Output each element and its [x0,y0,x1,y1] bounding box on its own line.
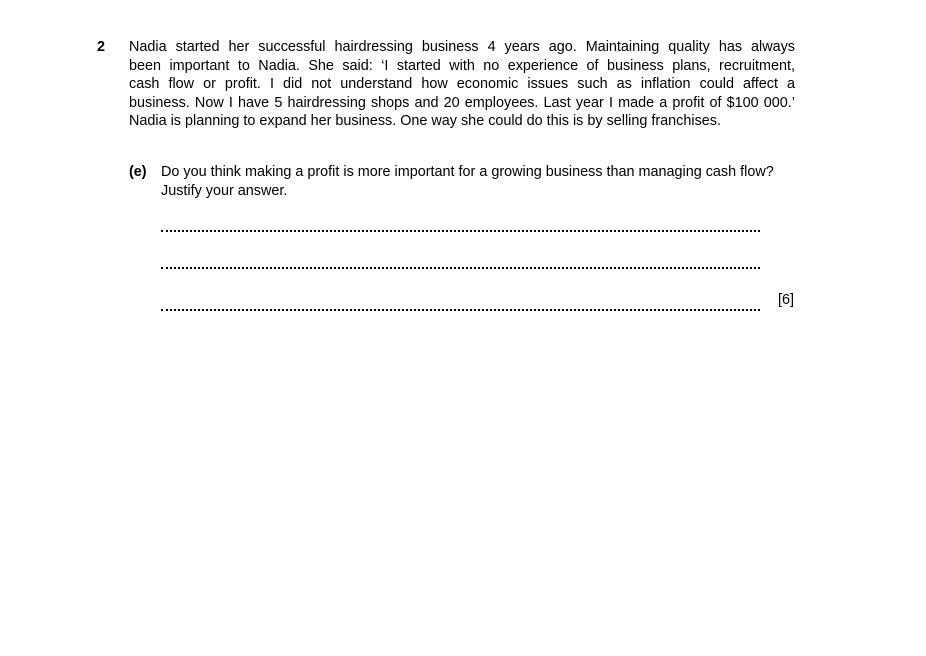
part-label: (e) [129,164,147,180]
answer-line[interactable] [161,309,760,311]
stem-line: Nadia is planning to expand her business. One way she could do this is by selling franchises. [129,113,721,129]
marks-allocation: [6] [778,292,794,308]
answer-line[interactable] [161,267,760,269]
stem-line: cash flow or profit. I did not understand how economic issues such as inflation could affect a [129,76,795,92]
part-question-text: Do you think making a profit is more important for a growing business than managing cash flow? Justify your answer. [161,164,774,199]
stem-line: business. Now I have 5 hairdressing shops and 20 employees. Last year I made a profit of $100 000.’ [129,94,795,111]
stem-line: Nadia started her successful hairdressing business 4 years ago. Maintaining quality has always [129,39,795,55]
question-stem [129,38,795,131]
question-number: 2 [97,39,106,55]
stem-line: been important to Nadia. She said: ‘I started with no experience of business plans, recruitment, [129,57,795,74]
answer-line[interactable] [161,230,760,232]
